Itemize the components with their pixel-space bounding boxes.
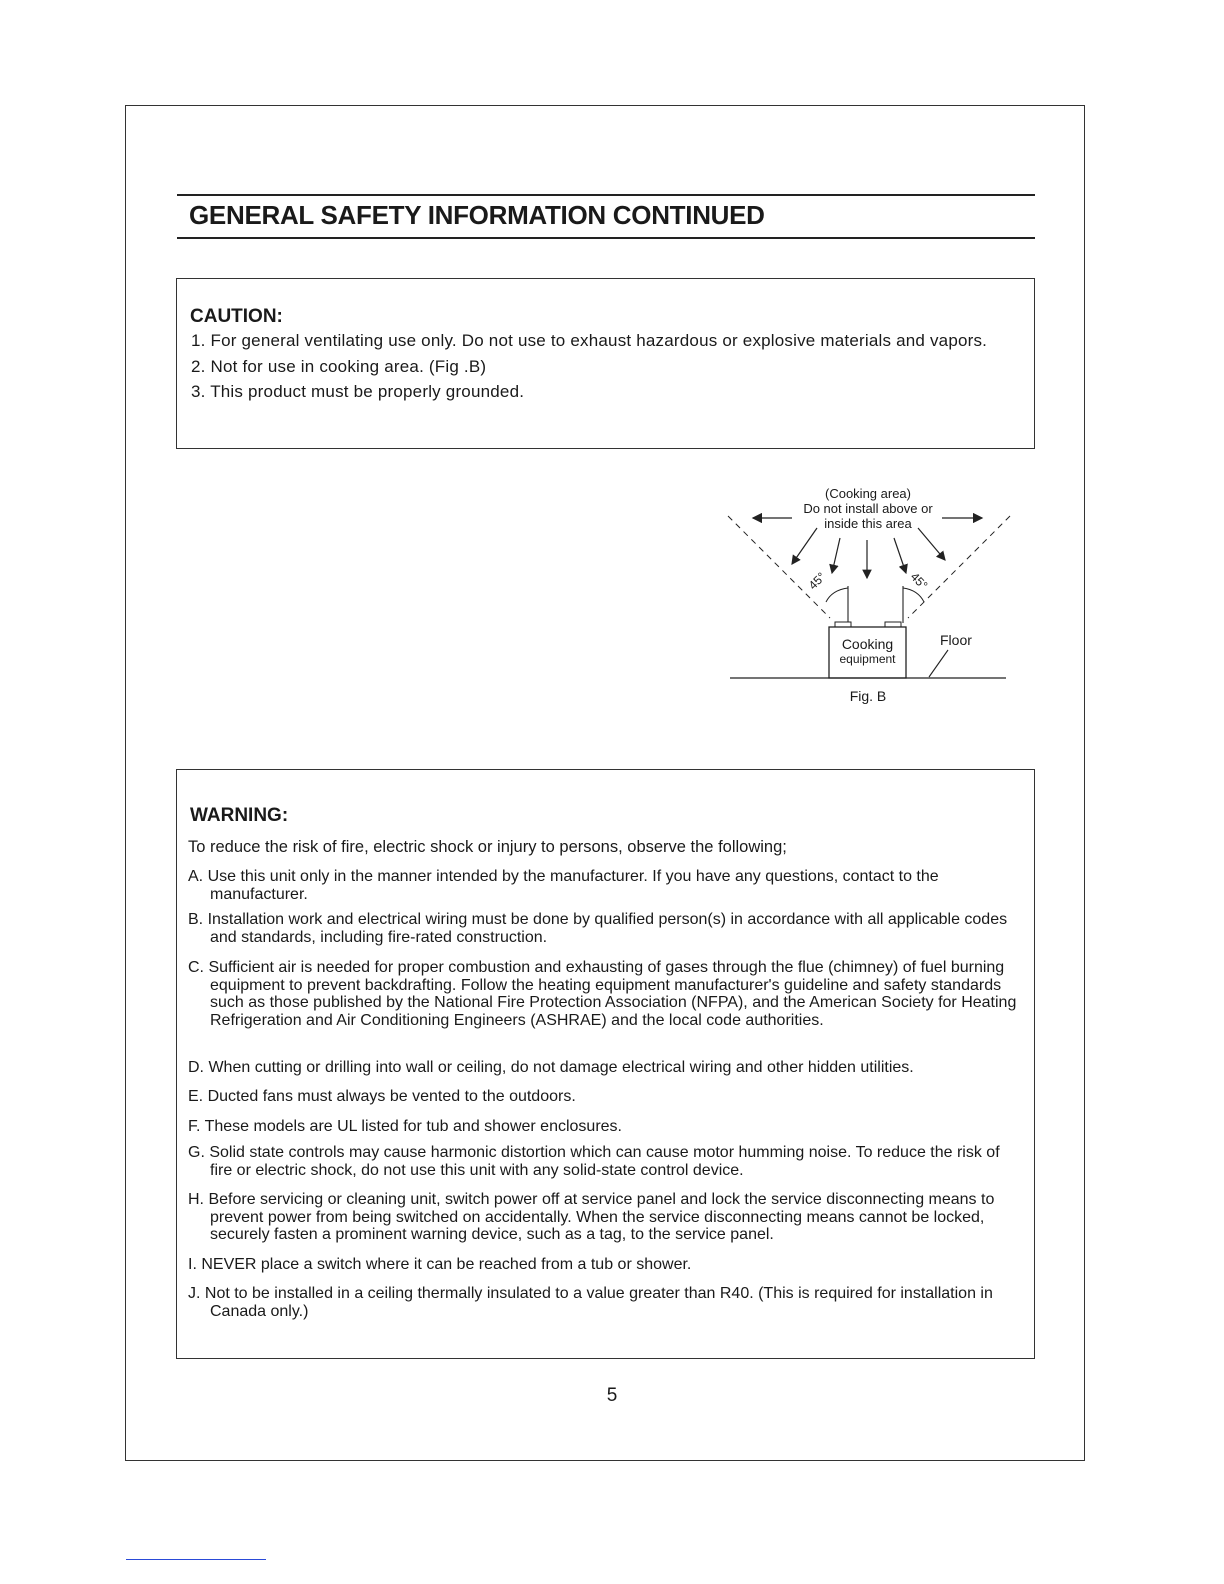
- caution-item-1: 1. For general ventilating use only. Do not use to exhaust hazardous or explosive materials and vapors.: [191, 331, 988, 350]
- right-burner: [885, 622, 901, 627]
- floor-label: Floor: [940, 632, 972, 648]
- caution-item-3: 3. This product must be properly grounded.: [191, 382, 525, 401]
- warning-item-a: A. Use this unit only in the manner intended by the manufacturer. If you have any questions, contact to the manufacturer.: [188, 868, 939, 903]
- arrow-down-4: [894, 538, 906, 573]
- warning-item-h: H. Before servicing or cleaning unit, switch power off at service panel and lock the service disconnecting means to prevent power from being switched on accidentally. When the service disconnecting means cannot be locked, securely fasten a prominent warning device, such as a tag, to the service panel.: [188, 1191, 995, 1244]
- angle-left-label: 45°: [805, 569, 829, 593]
- title-bottom-rule: [177, 237, 1035, 239]
- warning-intro: To reduce the risk of fire, electric shock or injury to persons, observe the following;: [188, 838, 787, 856]
- arrow-down-2: [832, 538, 840, 573]
- title-top-rule: [177, 194, 1035, 196]
- equipment-label-1: Cooking: [841, 636, 894, 652]
- figure-caption: Fig. B: [849, 688, 887, 704]
- warning-item-e: E. Ducted fans must always be vented to the outdoors.: [188, 1088, 576, 1105]
- floor-pointer-line: [929, 650, 948, 677]
- figure-b: [720, 480, 1020, 710]
- warning-box: [176, 769, 1035, 1359]
- left-angle-arc: [826, 588, 848, 602]
- footer-link-underline: [126, 1559, 266, 1560]
- right-dashed-boundary: [908, 516, 1010, 618]
- angle-right-label: 45°: [907, 569, 931, 593]
- warning-item-g: G. Solid state controls may cause harmonic distortion which can cause motor humming noise. To reduce the risk of fire or electric shock, do not use this unit with any solid-state control device.: [188, 1144, 1000, 1179]
- warning-item-c: C. Sufficient air is needed for proper combustion and exhausting of gases through the flue (chimney) of fuel burning equipment to prevent backdrafting. Follow the heating equipment manufacturer's guideline and safety standards such as those published by the National Fire Protection Association (NFPA), and the American Society for Heating Refrigeration and Air Conditioning Engineers (ASHRAE) and the local code authorities.: [188, 959, 1017, 1029]
- caution-item-2: 2. Not for use in cooking area. (Fig .B): [191, 357, 487, 376]
- cooking-area-label: (Cooking area): [825, 486, 911, 501]
- left-burner: [835, 622, 851, 627]
- warning-item-b: B. Installation work and electrical wiring must be done by qualified person(s) in accordance with all applicable codes and standards, including fire-rated construction.: [188, 911, 1008, 946]
- warning-item-i: I. NEVER place a switch where it can be reached from a tub or shower.: [188, 1256, 692, 1273]
- equipment-label-2: equipment: [839, 652, 896, 666]
- warning-item-d: D. When cutting or drilling into wall or ceiling, do not damage electrical wiring and other hidden utilities.: [188, 1059, 914, 1076]
- caution-box: [176, 278, 1035, 449]
- arrow-down-1: [792, 528, 817, 564]
- do-not-install-label: Do not install above or: [803, 501, 933, 516]
- arrow-down-5: [918, 528, 945, 560]
- warning-item-f: F. These models are UL listed for tub and shower enclosures.: [188, 1118, 622, 1135]
- warning-item-j: J. Not to be installed in a ceiling thermally insulated to a value greater than R40. (This is required for installation in Canada only.): [188, 1285, 993, 1320]
- caution-heading: CAUTION:: [190, 306, 283, 327]
- page-title: GENERAL SAFETY INFORMATION CONTINUED: [189, 200, 765, 230]
- warning-heading: WARNING:: [190, 805, 289, 826]
- inside-area-label: inside this area: [824, 516, 912, 531]
- page-number: 5: [606, 1385, 618, 1406]
